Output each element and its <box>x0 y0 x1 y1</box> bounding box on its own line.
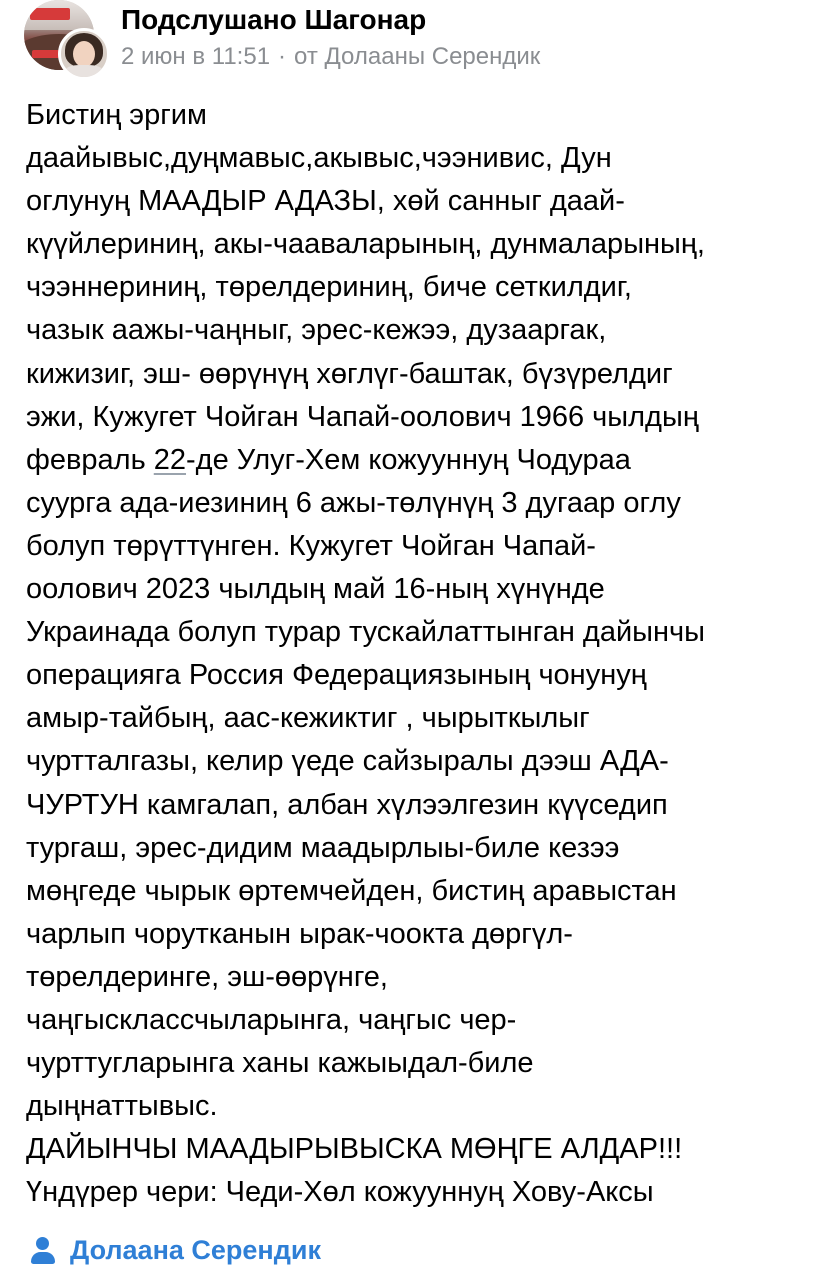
post-text <box>26 94 826 1214</box>
person-icon <box>30 1235 56 1265</box>
date-link[interactable]: 22 <box>153 443 187 476</box>
meta-separator: · <box>278 43 287 70</box>
post-line: чурттугларынга ханы кажыыдал-биле <box>26 1047 534 1080</box>
post-line: төрелдеринге, эш-өөрүнге, <box>26 960 388 993</box>
post-line: амыр-тайбың, аас-кежиктиг , чырыткылыг <box>26 702 590 735</box>
post-line: чээннериниң, төрелдериниң, биче сеткилдиг, <box>26 271 632 304</box>
post-line: кижизиг, эш- өөрүнүң хөглүг-баштак, бүзүрелдиг <box>26 357 673 390</box>
post-line: эжи, Кужугет Чойган Чапай-оолович 1966 чылдың <box>26 400 699 433</box>
post-header <box>0 0 838 88</box>
post-line: ЧУРТУН камгалап, албан хүлээлгезин күүседип <box>26 788 668 821</box>
post-line: оглунуң МААДЫР АДАЗЫ, хөй санныг даай- <box>26 185 625 218</box>
post-line: Бистиң эргим <box>26 99 207 131</box>
post-line: Үндүрер чери: Чеди-Хөл кожууннуң Хову-Аксы <box>26 1176 654 1209</box>
post-line: суурга ада-иезиниң 6 ажы-төлүнүң 3 дугаар оглу <box>26 486 681 519</box>
post-line: мөңгеде чырык өртемчейден, бистиң аравыстан <box>26 874 677 907</box>
post-line: болуп төрүттүнген. Кужугет Чойган Чапай- <box>26 529 596 562</box>
post-line: чаңгысклассчыларынга, чаңгыс чер- <box>26 1003 517 1036</box>
post-line: чазык аажы-чаңныг, эрес-кежээ, дузааргак, <box>26 314 607 347</box>
post-line: оолович 2023 чылдың май 16-ның хүнүнде <box>26 573 605 606</box>
post-line: чуртталгазы, келир үеде сайзыралы дээш АДА- <box>26 745 669 778</box>
post-line: күүйлериниң, акы-чааваларының, дунмаларының, <box>26 228 705 261</box>
author-name[interactable]: Долаана Серендик <box>70 1235 321 1265</box>
post-from-author[interactable]: от Долааны Серендик <box>294 43 541 70</box>
post-date[interactable]: 2 июн в 11:51 <box>121 43 271 70</box>
post-line: даайывыс,дуңмавыс,акывыс,чээнивис, Дун <box>26 142 612 175</box>
post-line: дыңнаттывыс. <box>26 1090 218 1123</box>
post-line: тургаш, эрес-дидим маадырлыы-биле кезээ <box>26 831 620 864</box>
post-line: Украинада болуп турар тускайлаттынган дайынчы <box>26 616 705 649</box>
author-signature-link[interactable] <box>30 1232 321 1268</box>
post-line: операцияга Россия Федерациязының чонунуң <box>26 659 647 692</box>
post-line <box>26 439 826 482</box>
post-line-text: -де Улуг-Хем кожууннуң Чодураа <box>186 443 631 476</box>
avatar-stack[interactable] <box>24 0 104 80</box>
post-line-text: февраль <box>26 443 154 476</box>
post-line: ДАЙЫНЧЫ МААДЫРЫВЫСКА МӨҢГЕ АЛДАР!!! <box>26 1133 683 1166</box>
post-line: чарлып чорутканын ырак-чоокта дөргүл- <box>26 917 573 950</box>
post-meta <box>121 42 540 72</box>
group-name-link[interactable]: Подслушано Шагонар <box>121 4 427 35</box>
user-avatar[interactable] <box>58 28 110 80</box>
